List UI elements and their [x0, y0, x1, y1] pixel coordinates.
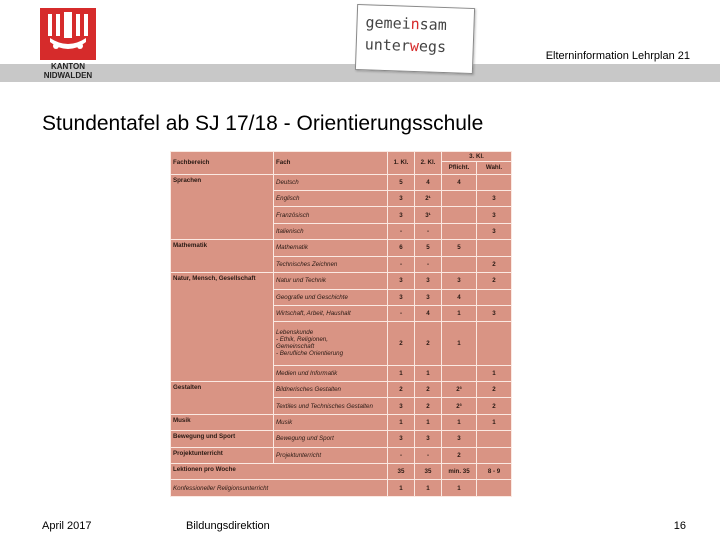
cell-k2: 2: [415, 398, 442, 414]
cell-wahl: 2: [477, 273, 512, 289]
cell-k1: 3: [388, 398, 415, 414]
stamp-highlight: n: [410, 14, 421, 34]
area-musik: Musik: [171, 414, 274, 430]
kanton-logo: [40, 8, 96, 82]
stamp-text: egs: [418, 37, 447, 57]
cell-k1: 1: [388, 414, 415, 430]
cell-k2: 2: [415, 381, 442, 397]
cell-pflicht: 4: [442, 289, 477, 305]
cell-fach: Textiles und Technisches Gestalten: [274, 398, 388, 414]
cell-k1: -: [388, 223, 415, 239]
cell-fach: Bewegung und Sport: [274, 431, 388, 447]
cell-k2: 3: [415, 431, 442, 447]
cell-k2: 5: [415, 240, 442, 256]
cell-k2: -: [415, 223, 442, 239]
header-kl1: 1. Kl.: [388, 152, 415, 175]
cell-pflicht: 1: [442, 322, 477, 365]
table-konf-row: [171, 480, 512, 497]
cell-wahl: [477, 289, 512, 305]
cell-wahl: 3: [477, 305, 512, 321]
cell-pflicht: 5: [442, 240, 477, 256]
cell-pflicht: 1: [442, 305, 477, 321]
cell-k1: 1: [388, 480, 415, 497]
cell-wahl: 1: [477, 414, 512, 430]
cell-pflicht: 2³: [442, 381, 477, 397]
cell-wahl: [477, 480, 512, 497]
cell-k2: 4: [415, 305, 442, 321]
area-gestalten: Gestalten: [171, 381, 274, 414]
fach-line: Gemeinschaft: [276, 343, 315, 351]
area-sport: Bewegung und Sport: [171, 431, 274, 447]
konf-label: Konfessioneller Religionsunterricht: [171, 480, 388, 497]
nidwalden-shield-icon: [40, 8, 96, 60]
logo-text-line2: NIDWALDEN: [43, 71, 93, 80]
cell-wahl: 3: [477, 191, 512, 207]
cell-fach: Wirtschaft, Arbeit, Haushalt: [274, 305, 388, 321]
cell-k1: 3: [388, 191, 415, 207]
cell-k2: 1: [415, 480, 442, 497]
header-pflicht: Pflicht.: [442, 162, 477, 174]
cell-fach: Technisches Zeichnen: [274, 256, 388, 272]
fach-line: - Berufliche Orientierung: [276, 350, 344, 358]
cell-k2: 2: [415, 322, 442, 365]
cell-pflicht: [442, 207, 477, 223]
total-label: Lektionen pro Woche: [171, 464, 388, 480]
stamp-text: gemei: [365, 13, 411, 33]
cell-k2: 3¹: [415, 207, 442, 223]
cell-wahl: [477, 447, 512, 463]
cell-fach-lebenskunde: [274, 322, 388, 365]
logo-text-line1: KANTON: [50, 62, 86, 71]
header-kl2: 2. Kl.: [415, 152, 442, 175]
cell-fach: Projektunterricht: [274, 447, 388, 463]
cell-k1: 35: [388, 464, 415, 480]
cell-pflicht: [442, 223, 477, 239]
cell-k2: -: [415, 447, 442, 463]
area-sprachen: Sprachen: [171, 174, 274, 240]
cell-fach: Deutsch: [274, 174, 388, 190]
cell-pflicht: [442, 365, 477, 381]
cell-wahl: [477, 174, 512, 190]
cell-fach: Medien und Informatik: [274, 365, 388, 381]
header-kl3: 3. Kl.: [442, 152, 512, 162]
cell-pflicht: [442, 191, 477, 207]
cell-wahl: [477, 431, 512, 447]
table-row: [171, 381, 512, 397]
cell-pflicht: 3: [442, 273, 477, 289]
cell-fach: Mathematik: [274, 240, 388, 256]
cell-fach: Natur und Technik: [274, 273, 388, 289]
area-nmg: Natur, Mensch, Gesellschaft: [171, 273, 274, 382]
cell-pflicht: 1: [442, 414, 477, 430]
cell-wahl: 3: [477, 207, 512, 223]
fach-line: - Ethik, Religionen,: [276, 336, 328, 344]
stamp-text: unter: [364, 35, 411, 55]
cell-k2: -: [415, 256, 442, 272]
cell-fach: Musik: [274, 414, 388, 430]
cell-fach: Geografie und Geschichte: [274, 289, 388, 305]
fach-line: Lebenskunde: [276, 329, 314, 337]
cell-k2: 4: [415, 174, 442, 190]
logo-text: [40, 62, 96, 80]
cell-k2: 1: [415, 365, 442, 381]
header-fach: Fach: [274, 152, 388, 175]
stamp-highlight: w: [409, 36, 420, 56]
cell-k1: 6: [388, 240, 415, 256]
table-header-row: [171, 152, 512, 162]
stamp-text: sam: [419, 15, 448, 35]
cell-pflicht: 4: [442, 174, 477, 190]
table-row: [171, 273, 512, 289]
cell-k1: 3: [388, 273, 415, 289]
table-row: [171, 431, 512, 447]
table-row: [171, 447, 512, 463]
stundentafel-table: [170, 151, 511, 497]
cell-k1: 2: [388, 322, 415, 365]
cell-wahl: 2: [477, 256, 512, 272]
cell-k1: -: [388, 256, 415, 272]
cell-k2: 35: [415, 464, 442, 480]
area-projekt: Projektunterricht: [171, 447, 274, 463]
cell-k2: 1: [415, 414, 442, 430]
cell-k1: 5: [388, 174, 415, 190]
header-label: Elterninformation Lehrplan 21: [545, 50, 690, 62]
cell-wahl: [477, 322, 512, 365]
cell-k1: -: [388, 447, 415, 463]
cell-k1: 2: [388, 381, 415, 397]
cell-wahl: 8 - 9: [477, 464, 512, 480]
gemeinsam-unterwegs-stamp: [355, 4, 475, 74]
cell-k1: -: [388, 305, 415, 321]
cell-fach: Italienisch: [274, 223, 388, 239]
cell-wahl: 1: [477, 365, 512, 381]
page-title: Stundentafel ab SJ 17/18 - Orientierungsschule: [42, 112, 484, 135]
cell-pflicht: min. 35: [442, 464, 477, 480]
cell-pflicht: 3: [442, 431, 477, 447]
header-wahl: Wahl.: [477, 162, 512, 174]
cell-k2: 3: [415, 289, 442, 305]
cell-wahl: 2: [477, 381, 512, 397]
footer-date: April 2017: [42, 520, 92, 532]
area-mathematik: Mathematik: [171, 240, 274, 273]
cell-fach: Englisch: [274, 191, 388, 207]
cell-k1: 3: [388, 207, 415, 223]
cell-fach: Französisch: [274, 207, 388, 223]
cell-fach: Bildnerisches Gestalten: [274, 381, 388, 397]
cell-k1: 3: [388, 431, 415, 447]
table-row: [171, 240, 512, 256]
cell-pflicht: 1: [442, 480, 477, 497]
table-row: [171, 174, 512, 190]
cell-wahl: 3: [477, 223, 512, 239]
cell-k1: 3: [388, 289, 415, 305]
cell-pflicht: 2: [442, 447, 477, 463]
table-row: [171, 414, 512, 430]
cell-pflicht: 2³: [442, 398, 477, 414]
footer-department: Bildungsdirektion: [186, 520, 270, 532]
cell-k1: 1: [388, 365, 415, 381]
cell-k2: 2¹: [415, 191, 442, 207]
cell-k2: 3: [415, 273, 442, 289]
cell-wahl: 2: [477, 398, 512, 414]
header-fachbereich: Fachbereich: [171, 152, 274, 175]
cell-pflicht: [442, 256, 477, 272]
stamp-line2: [364, 33, 473, 59]
page-number: 16: [673, 520, 686, 532]
table-total-row: [171, 464, 512, 480]
cell-wahl: [477, 240, 512, 256]
